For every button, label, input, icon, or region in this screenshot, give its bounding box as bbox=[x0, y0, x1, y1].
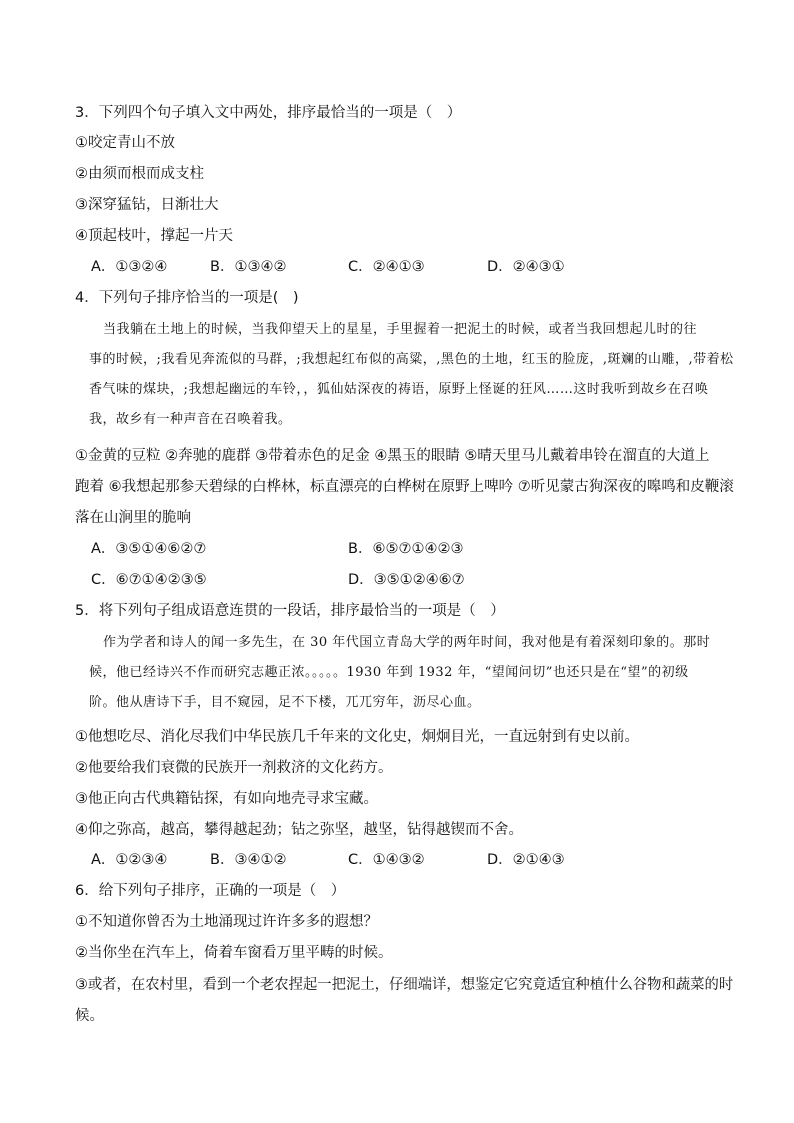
q3-item-3: ③深穿猛钻，日渐壮大 bbox=[75, 197, 219, 213]
q5-options bbox=[0, 850, 794, 872]
q3-option-a: A．①③②④ bbox=[91, 259, 168, 275]
q5-option-c: C．①④③② bbox=[348, 852, 425, 868]
q4-option-a: A．③⑤①④⑥②⑦ bbox=[91, 541, 207, 557]
q3-options bbox=[0, 257, 794, 279]
q5-option-a: A．①②③④ bbox=[91, 852, 168, 868]
q5-option-d: D．②①④③ bbox=[487, 852, 565, 868]
q4-passage-line: 事的时候，;我看见奔流似的马群，;我想起红布似的高粱，,黑色的土地，红玉的脸庞，,斑斓的山雕，,带着松 bbox=[89, 352, 734, 367]
q5-item-1: ①他想吃尽、消化尽我们中华民族几千年来的文化史，炯炯目光，一直远射到有史以前。 bbox=[75, 729, 639, 745]
q4-items-line: 跑着 ⑥我想起那参天碧绿的白桦林，标直漂亮的白桦树在原野上啤吟 ⑦听见蒙古狗深夜的嗥鸣和皮鞭滚 bbox=[75, 479, 734, 495]
q6-item-2: ②当你坐在汽车上，倚着车窗看万里平畴的时候。 bbox=[75, 945, 393, 961]
q5-item-2: ②他要给我们衰微的民族开一剂救济的文化药方。 bbox=[75, 760, 393, 776]
q4-options-row-1 bbox=[0, 539, 794, 561]
q3-item-1: ①咬定青山不放 bbox=[75, 135, 175, 151]
q6-stem: 6．给下列句子排序，正确的一项是（ ） bbox=[75, 883, 346, 899]
q5-passage-line: 候，他已经诗兴不作而研究志趣正浓。。。。。1930 年到 1932 年，“望闻问切”也还只是在“望”的初级 bbox=[89, 665, 689, 680]
q5-item-4: ④仰之弥高，越高，攀得越起劲；钻之弥坚，越坚，钻得越锲而不舍。 bbox=[75, 822, 523, 838]
q4-passage-line: 当我躺在土地上的时候，当我仰望天上的星星，手里握着一把泥土的时候，或者当我回想起儿时的往 bbox=[103, 322, 698, 337]
q3-item-4: ④顶起枝叶，撑起一片天 bbox=[75, 228, 233, 244]
q5-passage-line: 作为学者和诗人的闻一多先生，在 30 年代国立青岛大学的两年时间，我对他是有着深刻印象的。那时 bbox=[103, 635, 711, 650]
q4-options-row-2 bbox=[0, 570, 794, 592]
q6-item-3: ③或者，在农村里，看到一个老农捏起一把泥土，仔细端详，想鉴定它究竟适宜种植什么谷物和蔬菜的时 bbox=[75, 977, 734, 993]
q4-option-b: B．⑥⑤⑦①④②③ bbox=[348, 541, 464, 557]
q4-option-c: C．⑥⑦①④②③⑤ bbox=[91, 572, 207, 588]
q3-option-d: D．②④③① bbox=[487, 259, 565, 275]
q4-option-d: D．③⑤①②④⑥⑦ bbox=[348, 572, 465, 588]
q5-passage-line: 阶。他从唐诗下手，目不窥园，足不下楼，兀兀穷年，沥尽心血。 bbox=[89, 695, 481, 710]
q3-stem: 3．下列四个句子填入文中两处，排序最恰当的一项是（ ） bbox=[75, 105, 462, 121]
q6-item-3-tail: 候。 bbox=[75, 1008, 104, 1024]
q5-item-3: ③他正向古代典籍钻探，有如向地壳寻求宝藏。 bbox=[75, 791, 378, 807]
q3-option-b: B．①③④② bbox=[210, 259, 287, 275]
q3-option-c: C．②④①③ bbox=[348, 259, 425, 275]
q4-items-line: ①金黄的豆粒 ②奔驰的鹿群 ③带着赤色的足金 ④黑玉的眼睛 ⑤晴天里马儿戴着串铃在溜直的大道上 bbox=[75, 448, 710, 464]
q3-item-2: ②由须而根而成支柱 bbox=[75, 166, 204, 182]
q4-stem: 4．下列句子排序恰当的一项是( ) bbox=[75, 290, 299, 306]
q4-passage-line: 香气味的煤块，;我想起幽远的车铃，，狐仙姑深夜的祷语，原野上怪诞的狂风……这时我听到故乡在召唤 bbox=[89, 382, 709, 397]
q4-passage-line: 我，故乡有一种声音在召唤着我。 bbox=[89, 412, 292, 427]
q4-items-line: 落在山涧里的脆响 bbox=[75, 510, 191, 526]
q6-item-1: ①不知道你曾否为土地涌现过许许多多的遐想？ bbox=[75, 914, 378, 930]
q5-stem: 5．将下列句子组成语意连贯的一段话，排序最恰当的一项是（ ） bbox=[75, 603, 505, 619]
q5-option-b: B．③④①② bbox=[210, 852, 287, 868]
